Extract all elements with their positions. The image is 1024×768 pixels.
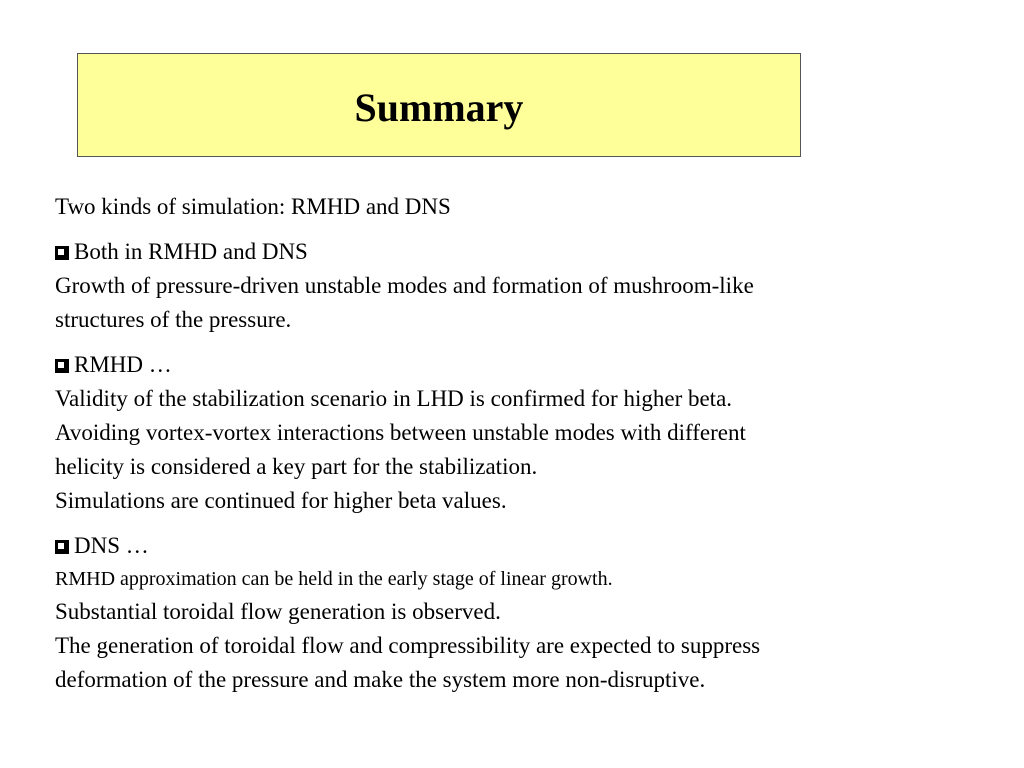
body-line: Substantial toroidal flow generation is observed. <box>55 599 501 624</box>
square-bullet-icon <box>55 540 69 554</box>
intro-line: Two kinds of simulation: RMHD and DNS <box>55 194 451 219</box>
section-heading-rmhd <box>55 348 955 382</box>
body-line: deformation of the pressure and make the system more non-disruptive. <box>55 667 706 692</box>
section-heading-text: RMHD … <box>74 352 172 377</box>
body-line-small: RMHD approximation can be held in the early stage of linear growth. <box>55 568 613 590</box>
section-heading-text: Both in RMHD and DNS <box>74 239 308 264</box>
section-heading-text: DNS … <box>74 533 149 558</box>
body-line: Avoiding vortex-vortex interactions between unstable modes with different <box>55 420 746 445</box>
square-bullet-icon <box>55 246 69 260</box>
square-bullet-icon <box>55 359 69 373</box>
section-heading-dns <box>55 529 955 563</box>
slide-title: Summary <box>354 85 524 130</box>
slide-content <box>55 190 955 697</box>
body-line: The generation of toroidal flow and compressibility are expected to suppress <box>55 633 761 658</box>
body-line: Simulations are continued for higher beta values. <box>55 488 507 513</box>
section-dns <box>55 529 955 697</box>
body-line: helicity is considered a key part for the stabilization. <box>55 454 538 479</box>
section-both <box>55 235 955 337</box>
section-rmhd <box>55 348 955 518</box>
body-line: structures of the pressure. <box>55 307 292 332</box>
body-line: Validity of the stabilization scenario in LHD is confirmed for higher beta. <box>55 386 733 411</box>
section-heading-both <box>55 235 955 269</box>
body-line: Growth of pressure-driven unstable modes and formation of mushroom-like <box>55 273 754 298</box>
